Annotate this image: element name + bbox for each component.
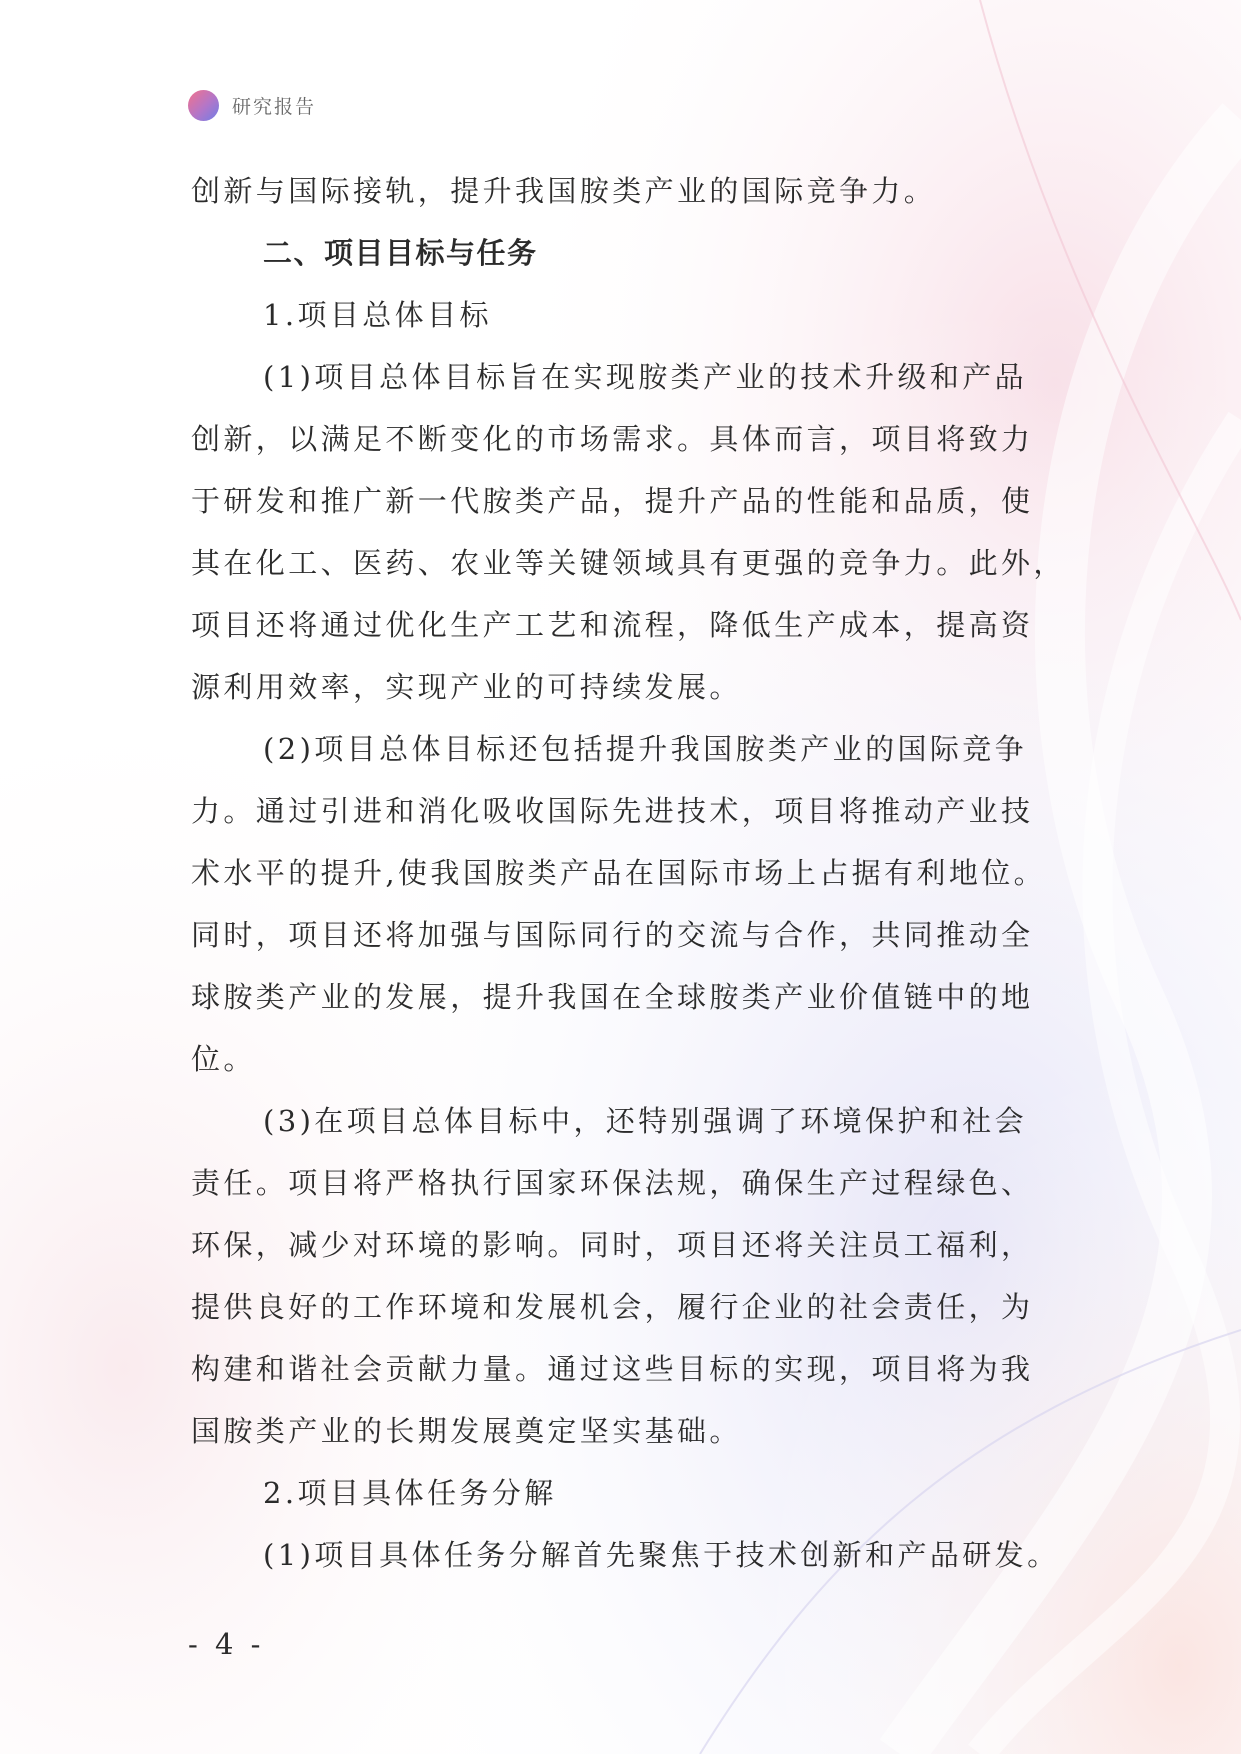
section-heading: 二、项目目标与任务 <box>263 236 538 270</box>
paragraph-line: 构建和谐社会贡献力量。通过这些目标的实现，项目将为我 <box>191 1352 1034 1386</box>
paragraph-line: 球胺类产业的发展，提升我国在全球胺类产业价值链中的地 <box>191 980 1034 1014</box>
paragraph-line: 环保，减少对环境的影响。同时，项目还将关注员工福利， <box>191 1228 1034 1262</box>
paragraph-line: 项目还将通过优化生产工艺和流程，降低生产成本，提高资 <box>191 608 1034 642</box>
document-body <box>191 160 1071 1586</box>
paragraph-line: 国胺类产业的长期发展奠定坚实基础。 <box>191 1414 742 1448</box>
paragraph-line: 于研发和推广新一代胺类产品，提升产品的性能和品质，使 <box>191 484 1034 518</box>
paragraph-line: 术水平的提升,使我国胺类产品在国际市场上占据有利地位。 <box>191 856 1047 890</box>
header-title: 研究报告 <box>232 95 317 118</box>
paragraph-line: 创新与国际接轨，提升我国胺类产业的国际竞争力。 <box>191 174 937 208</box>
subsection-heading: 1.项目总体目标 <box>263 298 492 332</box>
report-header <box>188 89 316 121</box>
paragraph-line: 责任。项目将严格执行国家环保法规，确保生产过程绿色、 <box>191 1166 1034 1200</box>
paragraph-line: 位。 <box>191 1042 256 1076</box>
paragraph-line: (1)项目总体目标旨在实现胺类产业的技术升级和产品 <box>263 360 1028 394</box>
paragraph-line: (1)项目具体任务分解首先聚焦于技术创新和产品研发。 <box>263 1538 1060 1572</box>
paragraph-line: 源利用效率，实现产业的可持续发展。 <box>191 670 742 704</box>
logo-icon <box>188 90 219 121</box>
paragraph-line: 提供良好的工作环境和发展机会，履行企业的社会责任，为 <box>191 1290 1034 1324</box>
paragraph-line: 同时，项目还将加强与国际同行的交流与合作，共同推动全 <box>191 918 1034 952</box>
subsection-heading: 2.项目具体任务分解 <box>263 1476 557 1510</box>
paragraph-line: 力。通过引进和消化吸收国际先进技术，项目将推动产业技 <box>191 794 1034 828</box>
page-number: - 4 - <box>188 1627 265 1661</box>
paragraph-line: 创新，以满足不断变化的市场需求。具体而言，项目将致力 <box>191 422 1034 456</box>
paragraph-line: 其在化工、医药、农业等关键领域具有更强的竞争力。此外， <box>191 546 1066 580</box>
paragraph-line: (3)在项目总体目标中，还特别强调了环境保护和社会 <box>263 1104 1028 1138</box>
paragraph-line: (2)项目总体目标还包括提升我国胺类产业的国际竞争 <box>263 732 1028 766</box>
